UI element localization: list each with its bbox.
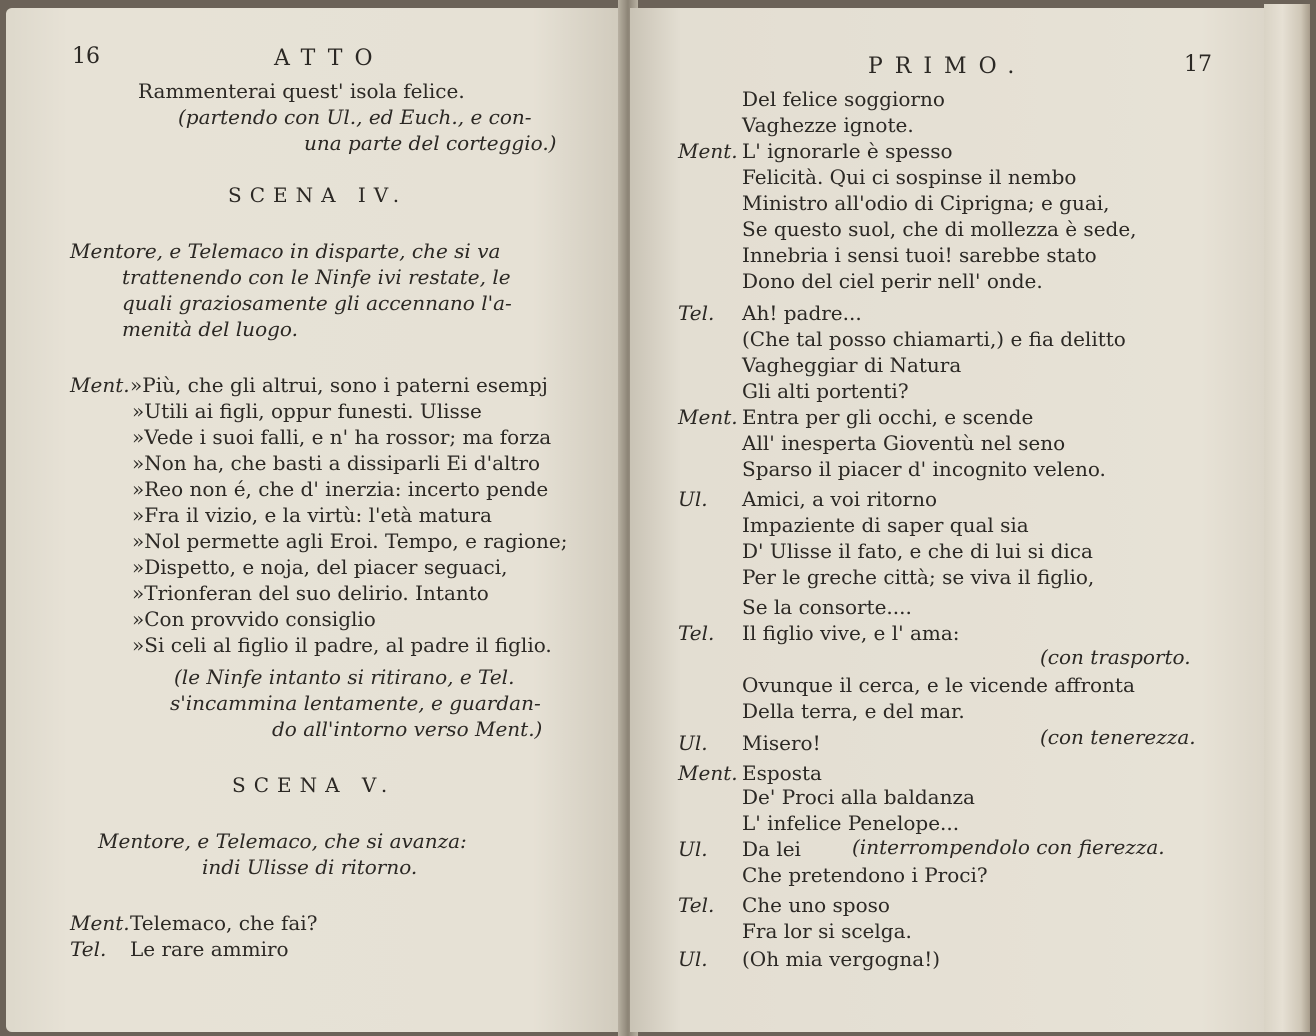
text-line: »Si celi al figlio il padre, al padre il figlio. [132,633,552,657]
text-line: (Che tal posso chiamarti,) e fia delitto [742,327,1126,351]
stage-direction: (partendo con Ul., ed Euch., e con- [178,105,532,129]
stage-direction: Mentore, e Telemaco in disparte, che si va [70,239,501,263]
text-line: Ovunque il cerca, e le vicende affronta [742,673,1135,697]
text-line: »Dispetto, e noja, del piacer seguaci, [132,555,508,579]
speaker-tag: Ul. [678,487,708,511]
text-line: L' ignorarle è spesso [742,139,953,163]
text-line: Amici, a voi ritorno [742,487,938,511]
text-line: Vaghezze ignote. [742,113,914,137]
text-line: »Utili ai figli, oppur funesti. Ulisse [132,399,482,423]
text-line: »Non ha, che basti a dissiparli Ei d'altro [132,451,541,475]
speaker-tag: Ment. [678,761,738,785]
running-head: ATTO [274,46,385,71]
stage-direction: (con trasporto. [1040,645,1191,669]
speaker-tag: Ul. [678,731,708,755]
text-line: »Reo non é, che d' inerzia: incerto pende [132,477,549,501]
speaker-tag: Ul. [678,837,708,861]
page-edges [1264,4,1310,1032]
scene-heading: SCENA V. [232,773,396,797]
text-line: Della terra, e del mar. [742,699,965,723]
text-line: Rammenterai quest' isola felice. [138,79,465,103]
text-line: Vagheggiar di Natura [742,353,962,377]
speaker-tag: Ment. [678,139,738,163]
right-page [630,8,1264,1032]
text-line: Se la consorte.... [742,595,912,619]
text-line: L' infelice Penelope... [742,811,960,835]
text-line: Da lei [742,837,801,861]
page-number: 16 [72,44,100,69]
stage-direction: s'incammina lentamente, e guardan- [170,691,541,715]
speaker-tag: Tel. [678,621,715,645]
text-line: Dono del ciel perir nell' onde. [742,269,1043,293]
text-line: Se questo suol, che di mollezza è sede, [742,217,1137,241]
stage-direction: menità del luogo. [122,317,298,341]
stage-direction: quali graziosamente gli accennano l'a- [122,291,512,315]
text-line: Gli alti portenti? [742,379,909,403]
text-line: Il figlio vive, e l' ama: [742,621,960,645]
text-line: D' Ulisse il fato, e che di lui si dica [742,539,1093,563]
text-line: Innebria i sensi tuoi! sarebbe stato [742,243,1097,267]
text-line: De' Proci alla baldanza [742,785,975,809]
text-line: Impaziente di saper qual sia [742,513,1029,537]
text-line: »Vede i suoi falli, e n' ha rossor; ma forza [132,425,552,449]
page-number: 17 [1184,52,1212,77]
speaker-tag: Ul. [678,947,708,971]
stage-direction: una parte del corteggio.) [304,131,557,155]
text-line: Felicità. Qui ci sospinse il nembo [742,165,1077,189]
running-head: PRIMO. [868,54,1027,79]
speaker-tag: Tel. [678,301,715,325]
stage-direction: indi Ulisse di ritorno. [202,855,418,879]
text-line: Ministro all'odio di Ciprigna; e guai, [742,191,1110,215]
text-line: »Nol permette agli Eroi. Tempo, e ragione; [132,529,568,553]
text-line: Telemaco, che fai? [130,911,318,935]
text-line: Le rare ammiro [130,937,289,961]
text-line: »Fra il vizio, e la virtù: l'età matura [132,503,492,527]
stage-direction: (interrompendolo con fierezza. [852,835,1165,859]
text-line: Ah! padre... [742,301,862,325]
left-page [6,8,626,1032]
scene-heading: SCENA IV. [228,183,408,207]
speaker-tag: Ment. [678,405,738,429]
stage-direction: (le Ninfe intanto si ritirano, e Tel. [174,665,515,689]
text-line: (Oh mia vergogna!) [742,947,941,971]
text-line: Per le greche città; se viva il figlio, [742,565,1095,589]
stage-direction: trattenendo con le Ninfe ivi restate, le [122,265,511,289]
text-line: Misero! [742,731,821,755]
speaker-tag: Tel. [70,937,107,961]
text-line: Del felice soggiorno [742,87,945,111]
speaker-tag: Ment. [70,911,130,935]
text-line: »Più, che gli altrui, sono i paterni esempj [130,373,548,397]
text-line: Sparso il piacer d' incognito veleno. [742,457,1106,481]
text-line: All' inesperta Gioventù nel seno [742,431,1066,455]
stage-direction: do all'intorno verso Ment.) [272,717,543,741]
text-line: Entra per gli occhi, e scende [742,405,1034,429]
text-line: »Trionferan del suo delirio. Intanto [132,581,489,605]
text-line: Fra lor si scelga. [742,919,912,943]
text-line: Che pretendono i Proci? [742,863,988,887]
stage-direction: (con tenerezza. [1040,725,1196,749]
text-line: Esposta [742,761,822,785]
text-line: »Con provvido consiglio [132,607,376,631]
speaker-tag: Ment. [70,373,130,397]
stage-direction: Mentore, e Telemaco, che si avanza: [98,829,467,853]
speaker-tag: Tel. [678,893,715,917]
text-line: Che uno sposo [742,893,890,917]
